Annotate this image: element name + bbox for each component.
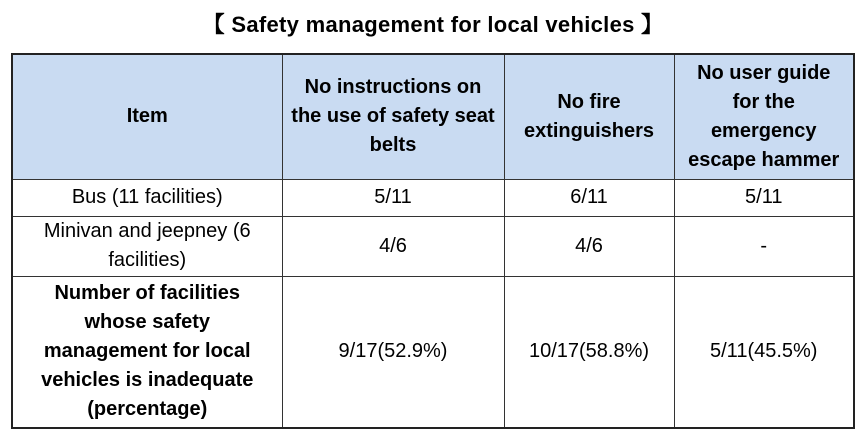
page-title: 【 Safety management for local vehicles 】 [202, 12, 664, 37]
row-label: Minivan and jeepney (6 facilities) [12, 216, 282, 276]
row-label: Bus (11 facilities) [12, 179, 282, 216]
row-label-total: Number of facilities whose safety management for local vehicles is inadequate (percentage) [12, 276, 282, 428]
table-cell: 4/6 [282, 216, 504, 276]
table-row-total [12, 276, 854, 428]
table-cell: 9/17(52.9%) [282, 276, 504, 428]
table-cell: - [674, 216, 854, 276]
table-row [12, 216, 854, 276]
table-cell: 5/11 [282, 179, 504, 216]
table-cell: 5/11 [674, 179, 854, 216]
table-cell: 6/11 [504, 179, 674, 216]
table-header-row [12, 54, 854, 179]
table-cell: 4/6 [504, 216, 674, 276]
header-item: Item [12, 54, 282, 179]
header-escape-hammer: No user guide for the emergency escape hammer [674, 54, 854, 179]
table-cell: 10/17(58.8%) [504, 276, 674, 428]
safety-table [11, 53, 855, 429]
header-fire-extinguishers: No fire extinguishers [504, 54, 674, 179]
table-row [12, 179, 854, 216]
header-seat-belts: No instructions on the use of safety seat belts [282, 54, 504, 179]
table-cell: 5/11(45.5%) [674, 276, 854, 428]
